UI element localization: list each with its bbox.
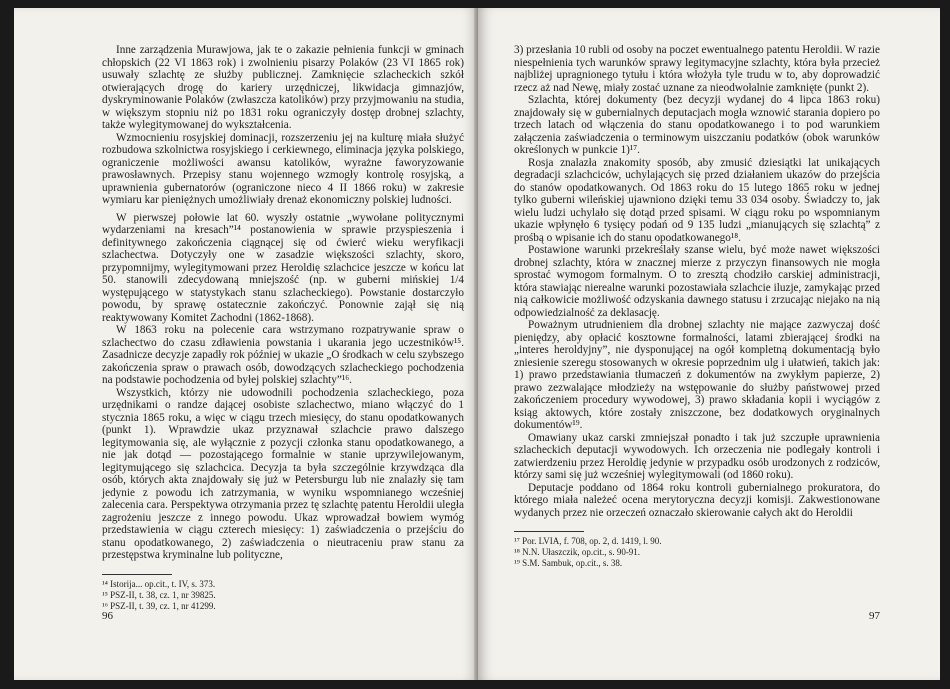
paragraph: Rosja znalazła znakomity sposób, aby zmusić dziesiątki lat unikających degradacji szlachciców, uchylających się przed działaniem ukazów do przejścia do stanów opodatkowanych. Od 1863 roku do 15 lutego 1865 roku w jednej tylko guberni wileńskiej ujawniono dzięki temu 33 034 osoby. Świadczy to, jak wielu ludzi uchylało się dotąd przed spisami. W ciągu roku po wspomnianym ukazie wpłynęło 6 tysięcy podań od 9 135 ludzi „mianujących się szlachtą” z prośbą o wpisanie ich do stanu opodatkowanego¹⁸. (514, 156, 880, 244)
paragraph: Wzmocnieniu rosyjskiej dominacji, rozszerzeniu jej na kulturę miała służyć rozbudowa szkolnictwa rosyjskiego i cerkiewnego, eliminacja języka polskiego, ograniczenie możliwości awansu katolików, wyrażne faworyzowanie prawosławnych. Przepisy stanu wojennego wzmogły kontrolę rosyjską, a uprawnienia gubernatorów (ograniczone nieco 4 II 1866 roku) w zakresie wymiaru kar pieniężnych umożliwiały drenaż ekonomiczny polskiej ludności. (102, 131, 464, 206)
footnote: ¹⁸ N.N. Ułaszczik, op.cit., s. 90-91. (514, 547, 641, 557)
paragraph: Postawione warunki przekreślały szanse wielu, być może nawet większości drobnej szlachty, która w znacznej mierze z przyczyn finansowych nie mogła sprostać wymogom formalnym. O to zresztą chodziło carskiej administracji, która stawiając nierealne warunki pozostawiała szlachcie iluzje, zamykając przed nią całkowicie możliwość odzyskania dawnego statusu i zrzucając niejako na nią odpowiedzialność za deklasację. (514, 244, 880, 319)
footnote: ¹⁹ S.M. Sambuk, op.cit., s. 38. (514, 558, 623, 568)
footnote: ¹⁶ PSZ-II, t. 39, cz. 1, nr 41299. (102, 600, 216, 611)
footnote-rule (102, 574, 172, 575)
left-page-footnotes (102, 574, 464, 612)
footnote: ¹⁷ Por. LVIA, f. 708, op. 2, d. 1419, l. 90. (514, 536, 662, 546)
paragraph: Wszystkich, którzy nie udowodnili pochodzenia szlacheckiego, poza urzędnikami o randze dającej osobiste szlachectwo, miano włączyć do 1 stycznia 1865 roku, a więc w ciągu trzech miesięcy, do stanu opodatkowanych (punkt 1). Wprawdzie ukaz przyznawał szlachcie prawo dalszego legitymowania się, ale wyłącznie z pozycji członka stanu opodatkowanego, a nie jak dotąd — pozostającego formalnie w stanie uprzywilejowanym, legitymującego się szlachcica. Decyzja ta była szczególnie krzywdząca dla osób, których akta znajdowały się już w Petersburgu lub nie znalazły się tam jedynie z powodu ich zatrzymania, w wyniku wspomnianego wcześniej zalecenia cara. Perspektywa otrzymania przez tę szlachtę patentu Heroldii uległa zagrożeniu jeszcze z innego powodu. Ukaz wprowadzał bowiem wymóg przedstawienia w ciągu czterech miesięcy: 1) zaświadczenia o przejściu do stanu opodatkowanego, 2) zaświadczenia o nieutraceniu praw stanu za przestępstwa kryminalne lub polityczne, (102, 386, 464, 561)
paragraph: Inne zarządzenia Murawjowa, jak te o zakazie pełnienia funkcji w gminach chłopskich (22 VI 1863 rok) i zwolnieniu pisarzy Polaków (23 VI 1865 rok) usuwały szlachtę ze służby publicznej. Zamknięcie szlacheckich szkół otwierających drogę do kariery urzędniczej, likwidacja gimnazjów, dyskryminowanie Polaków (zwłaszcza katolików) przy przyjmowaniu na studia, w większym stopniu niż po 1831 roku ograniczyły dostęp drobnej szlachty, także wylegitymowanej do wykształcenia. (102, 44, 464, 131)
page-number-left: 96 (102, 610, 113, 622)
footnote: ¹⁴ Istorija... op.cit., t. IV, s. 373. (102, 578, 216, 589)
paragraph: 3) przesłania 10 rubli od osoby na poczet ewentualnego patentu Heroldii. W razie niespełnienia tych warunków sprawy legitymacyjne szlachty, która była przecież najbliżej upragnionego tytułu i która włożyła tyle trudu w to, aby doprowadzić rzecz aż nad Newę, miały zostać uznane za nieodwołalnie zamknięte (punkt 2). (514, 44, 880, 94)
footnote-rule (514, 531, 584, 532)
paragraph: Deputacje poddano od 1864 roku kontroli gubernialnego prokuratora, do którego miała należeć ocena merytoryczna decyzji komisji. Zakwestionowane wydanych przez nie orzeczeń oznaczało skierowanie całych akt do Heroldii (514, 481, 880, 519)
paragraph: Szlachta, której dokumenty (bez decyzji wydanej do 4 lipca 1863 roku) znajdowały się w gubernialnych deputacjach mogła wznowić starania dopiero po trzech latach od włączenia do stanu opodatkowanego i to pod warunkiem załączenia zaświadczenia o terminowym uiszczaniu podatków (obok warunków określonych w punkcie 1)¹⁷. (514, 94, 880, 156)
paragraph: W pierwszej połowie lat 60. wyszły ostatnie „wywołane politycznymi wydarzeniami na kresach”¹⁴ postanowienia w sprawie przyspieszenia i definitywnego zakończenia ciągnącej się od ćwierć wieku weryfikacji szlachectwa. Dotyczyły one w zasadzie większości szlachty, skoro, przypomnijmy, wylegitymowani przez Heroldię szlachcice jeszcze w końcu lat 50. stanowili zdecydowaną mniejszość (np. w guberni mińskiej 1/4 występującego w statystykach stanu szlacheckiego). Powstanie dostarczyło powodu, by sprawę ostatecznie zakończyć. Ponownie zajął się nią reaktywowany Komitet Zachodni (1862-1868). (102, 211, 464, 324)
paragraph: Poważnym utrudnieniem dla drobnej szlachty nie mające zazwyczaj dość pieniędzy, aby opłacić kosztowne formalności, latami zbierającej środki na „interes heroldyjny”, nie dysponującej na ogół kompletną dokumentacją było zniesienie szeregu stosowanych w okresie poprzednim ulg i ułatwień, takich jak: 1) prawo przedstawiania tłumaczeń z dokumentów na zwykłym papierze, 2) prawo zezwalające młodzieży na wstępowanie do służby państwowej przed zakończeniem procedury wywodowej, 3) prawo składania kopii i wyciągów z ksiąg aktowych, które zostały zniszczone, bez dodatkowych oryginalnych dokumentów¹⁹. (514, 319, 880, 431)
footnote: ¹⁵ PSZ-II, t. 38, cz. 1, nr 39825. (102, 589, 216, 600)
left-page-body (102, 44, 464, 562)
right-page-footnotes (514, 531, 880, 569)
right-page-body (514, 44, 880, 519)
left-page (14, 8, 478, 680)
right-page (478, 8, 940, 680)
paragraph: Omawiany ukaz carski zmniejszał ponadto i tak już szczupłe uprawnienia szlacheckich deputacji wywodowych. Ich orzeczenia nie podlegały kontroli i zatwierdzeniu przez Heroldię jedynie w przypadku osób urodzonych z rodziców, którzy sami się już wcześniej wylegitymowali (od 1860 roku). (514, 431, 880, 481)
paragraph: W 1863 roku na polecenie cara wstrzymano rozpatrywanie spraw o szlachectwo do czasu zdławienia powstania i ukarania jego uczestników¹⁵. Zasadnicze decyzje zapadły rok później w ukazie „O środkach w celu szybszego zakończenia spraw o prawach osób, dowodzących szlacheckiego pochodzenia na podstawie pochodzenia od byłej polskiej szlachty”¹⁶. (102, 324, 464, 386)
page-number-right: 97 (869, 610, 880, 622)
